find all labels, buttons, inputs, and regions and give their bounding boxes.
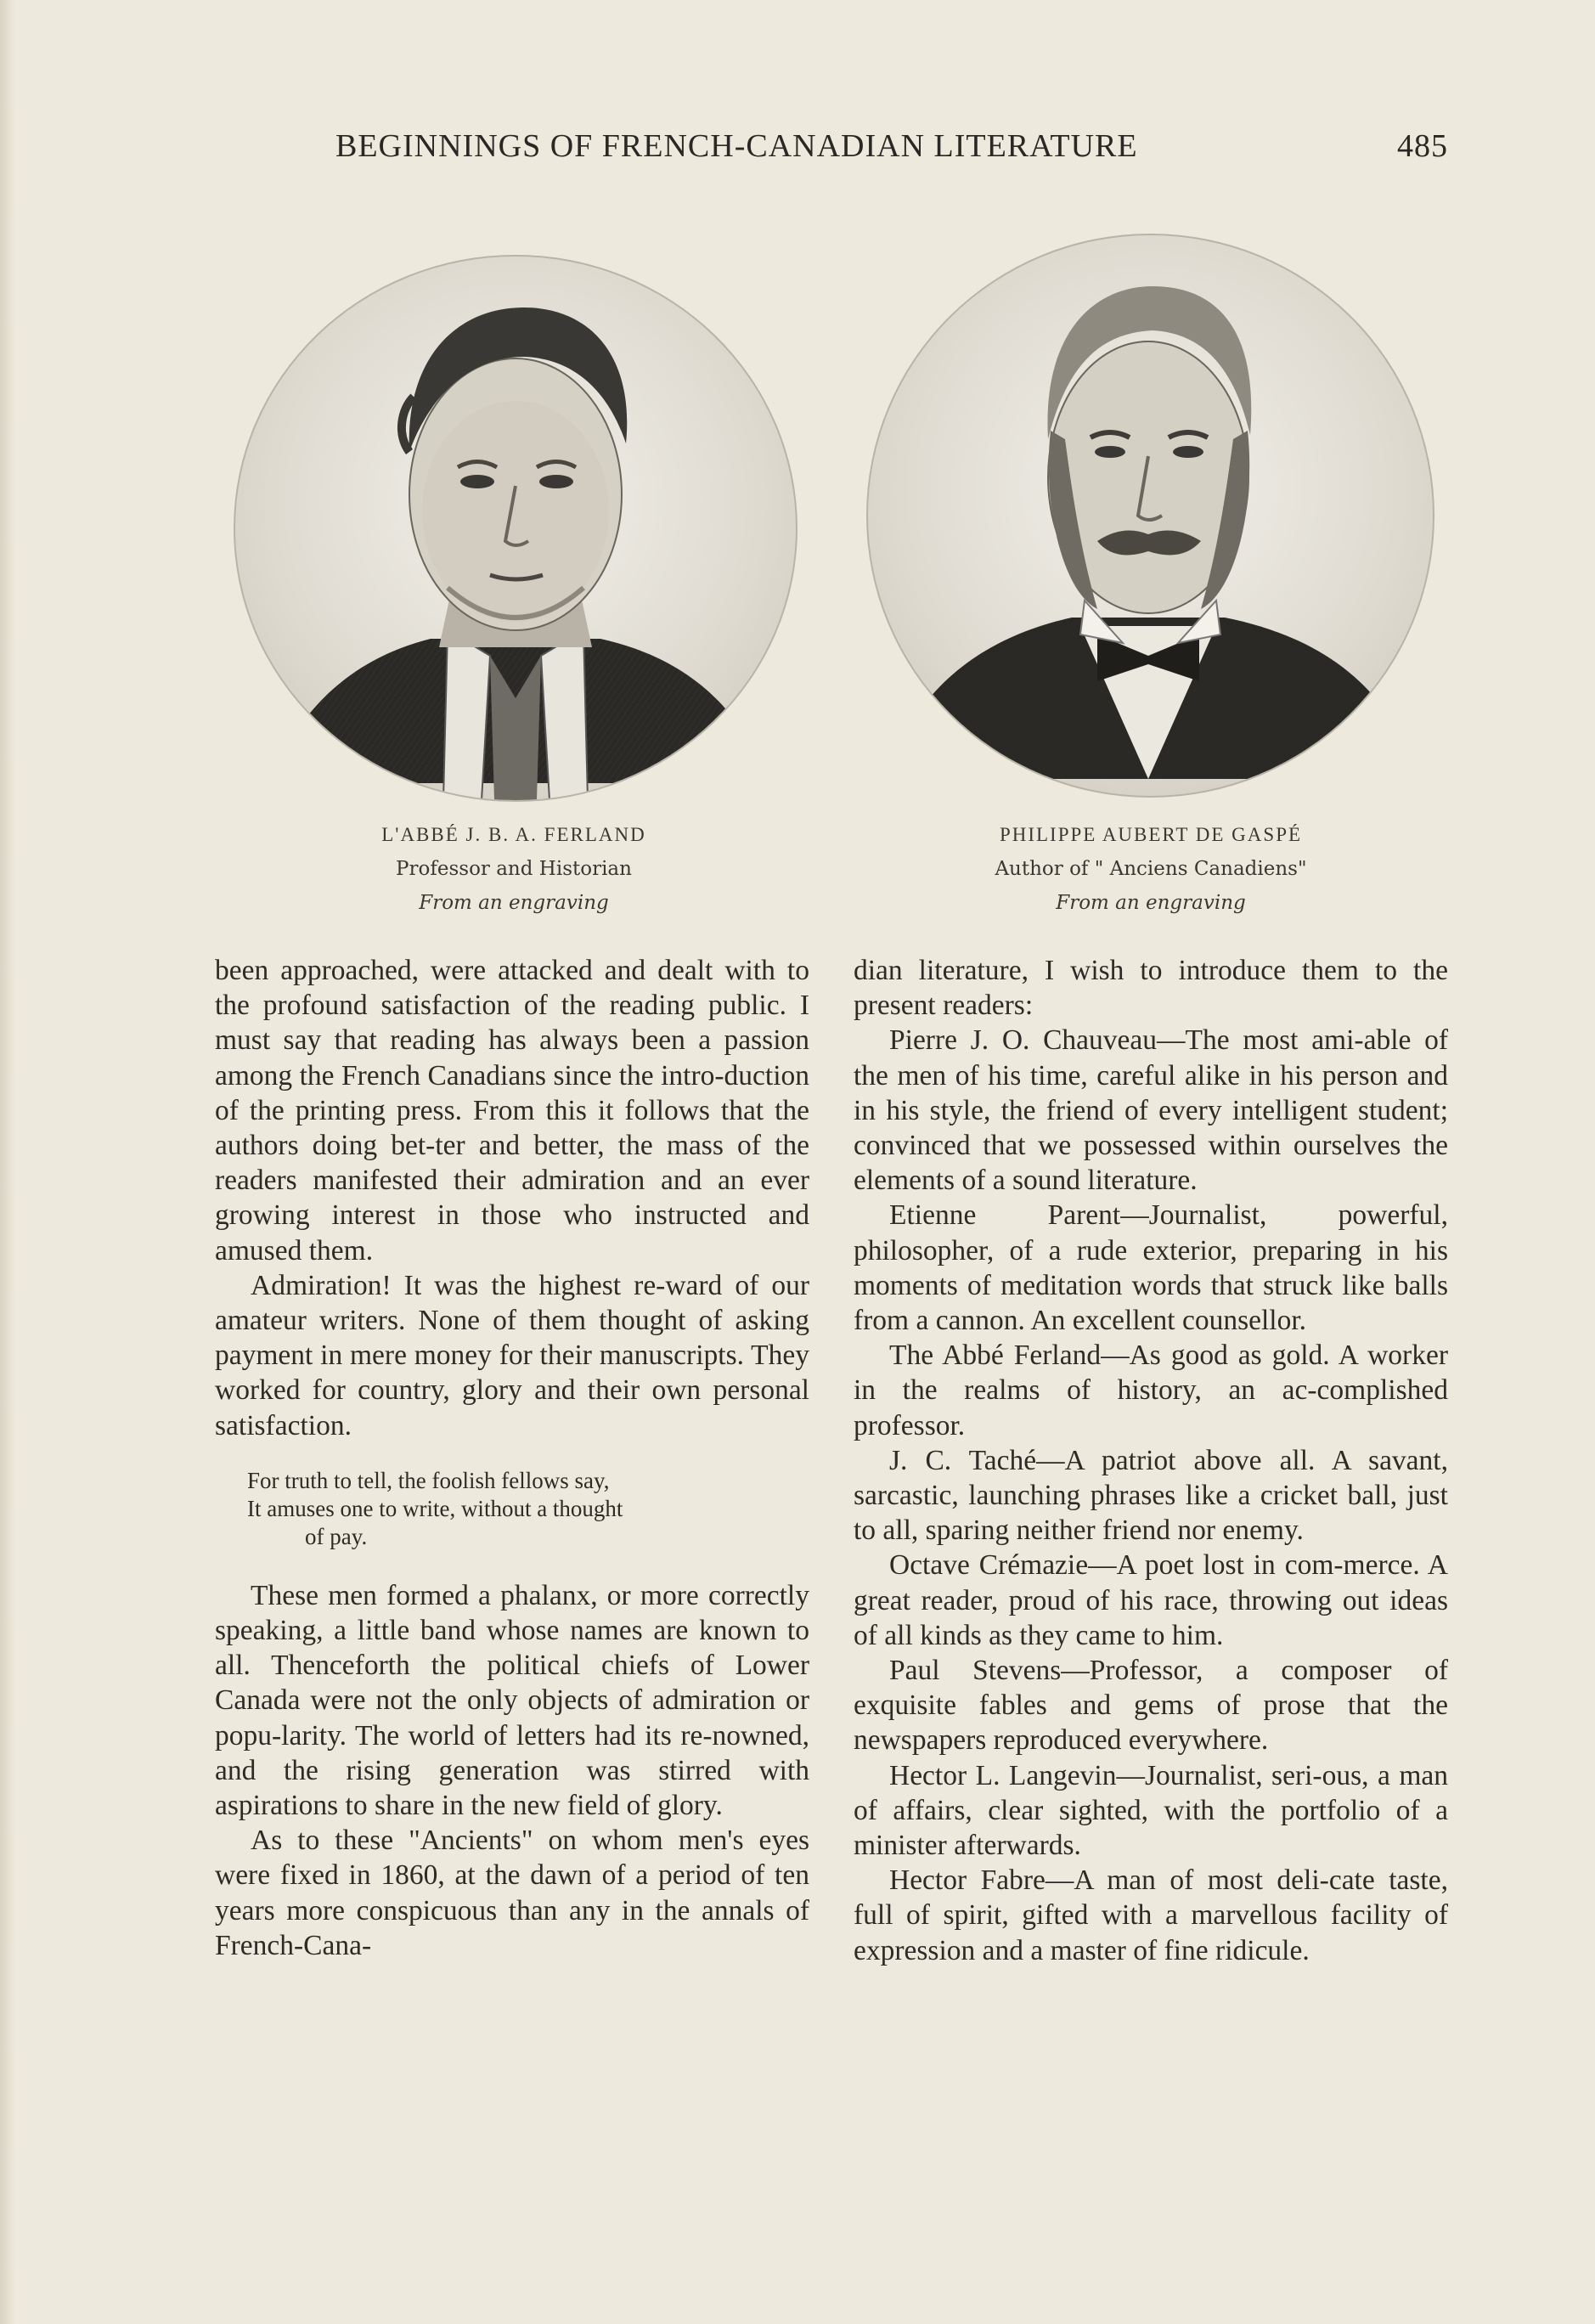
caption-ferland bbox=[259, 824, 769, 914]
verse-line: of pay. bbox=[305, 1523, 368, 1549]
page-number: 485 bbox=[1397, 128, 1448, 164]
running-head-title: BEGINNINGS OF FRENCH-CANADIAN LITERATURE bbox=[335, 128, 1138, 164]
paragraph: J. C. Taché—A patriot above all. A savant, sarcastic, launching phrases like a cricket ball, just to all, sparing neither friend nor enemy. bbox=[854, 1444, 1448, 1547]
caption-role: Author of " Anciens Canadiens" bbox=[995, 858, 1307, 880]
paragraph: As to these "Ancients" on whom men's eyes were fixed in 1860, at the dawn of a period of ten years more conspicuous than any in the annals of French-Cana- bbox=[215, 1825, 809, 1961]
caption-name: L'ABBÉ J. B. A. FERLAND bbox=[381, 824, 646, 845]
portrait-de-gaspe-engraving bbox=[868, 235, 1433, 796]
portrait-de-gaspe bbox=[866, 234, 1434, 798]
caption-source: From an engraving bbox=[419, 892, 609, 914]
paragraph: Octave Crémazie—A poet lost in com-merce. A great reader, proud of his race, throwing out ideas of all kinds as they came to him. bbox=[854, 1549, 1448, 1651]
caption-de-gaspe bbox=[896, 824, 1406, 914]
paragraph: Etienne Parent—Journalist, powerful, philosopher, of a rude exterior, preparing in his moments of meditation words that struck like balls from a cannon. An excellent counsellor. bbox=[854, 1199, 1448, 1337]
caption-source: From an engraving bbox=[1056, 892, 1246, 914]
caption-name: PHILIPPE AUBERT DE GASPÉ bbox=[999, 824, 1303, 845]
paragraph: These men formed a phalanx, or more correctly speaking, a little band whose names are known to all. Thenceforth the political chiefs of Lower Canada were not the only objects of admiration or popu-larity. The world of letters had its re-nowned, and the rising generation was stirred with aspirations to share in the new field of glory. bbox=[215, 1579, 809, 1822]
paragraph: Pierre J. O. Chauveau—The most ami-able of the men of his time, careful alike in his person and in his style, the friend of every intelligent student; convinced that we possessed within ourselves the elements of a sound literature. bbox=[854, 1024, 1448, 1197]
paragraph: been approached, were attacked and dealt with to the profound satisfaction of the reading public. I must say that reading has always been a passion among the French Canadians since the intro-duction of the printing press. From this it follows that the authors doing bet-ter and better, the mass of the readers manifested their admiration and an ever growing interest in those who instructed and amused them. bbox=[215, 955, 809, 1266]
left-text-column bbox=[215, 953, 809, 1963]
page-binding-edge bbox=[0, 0, 15, 2324]
verse-line: For truth to tell, the foolish fellows say, bbox=[247, 1467, 610, 1493]
paragraph: dian literature, I wish to introduce them to the present readers: bbox=[854, 955, 1448, 1022]
portrait-ferland bbox=[234, 255, 798, 802]
paragraph: Paul Stevens—Professor, a composer of exquisite fables and gems of prose that the newspapers reproduced everywhere. bbox=[854, 1655, 1448, 1757]
paragraph: The Abbé Ferland—As good as gold. A worker in the realms of history, an ac-complished professor. bbox=[854, 1340, 1448, 1441]
verse-line: It amuses one to write, without a thought bbox=[247, 1495, 623, 1521]
paragraph: Hector L. Langevin—Journalist, seri-ous, a man of affairs, clear sighted, with the portfolio of a minister afterwards. bbox=[854, 1759, 1448, 1862]
portrait-ferland-engraving bbox=[235, 257, 796, 800]
paragraph: Hector Fabre—A man of most deli-cate taste, full of spirit, gifted with a marvellous facility of expression and a master of fine ridicule. bbox=[854, 1864, 1448, 1966]
caption-role: Professor and Historian bbox=[396, 858, 632, 880]
right-text-column bbox=[854, 953, 1448, 1968]
verse-quotation bbox=[247, 1467, 809, 1551]
paragraph: Admiration! It was the highest re-ward of our amateur writers. None of them thought of asking payment in mere money for their manuscripts. They worked for country, glory and their own personal satisfaction. bbox=[215, 1269, 809, 1441]
